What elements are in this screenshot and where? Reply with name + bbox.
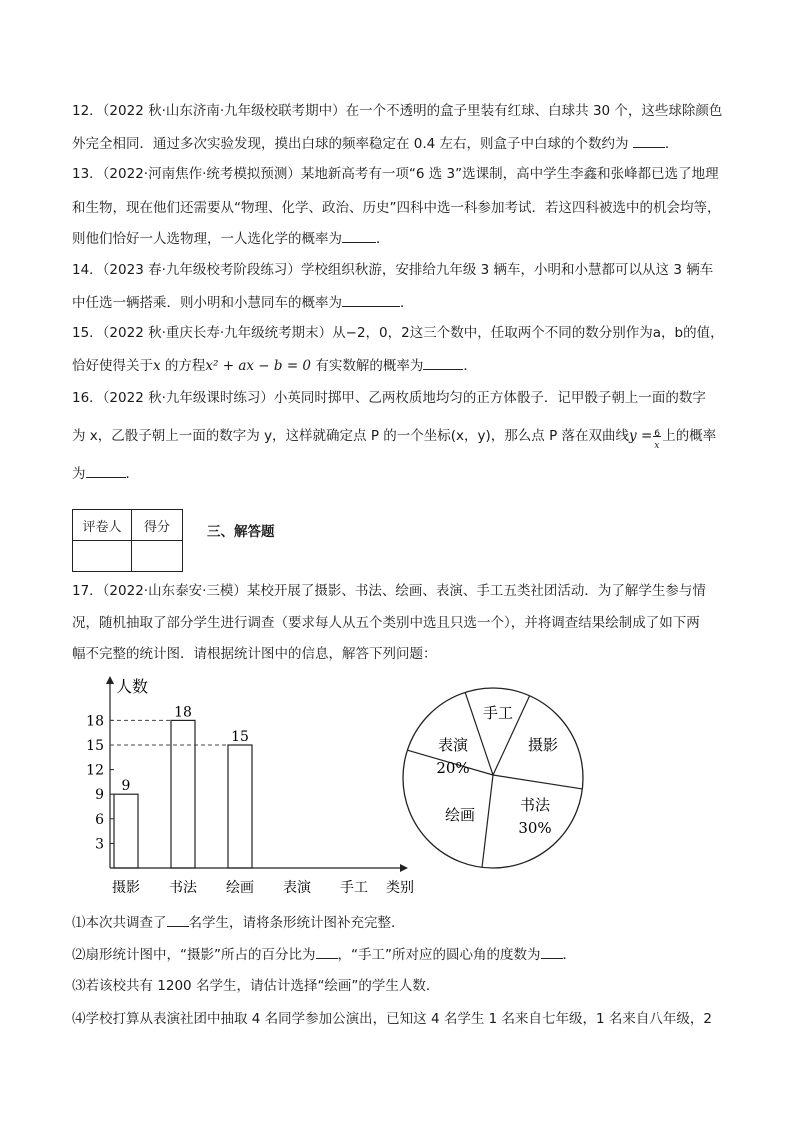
answer-blank (541, 944, 563, 959)
x-tick-label: 书法 (169, 880, 197, 896)
q16-line3-text: 为 (72, 466, 86, 482)
y-tick-label: 6 (95, 811, 104, 828)
y-axis-arrow (106, 676, 114, 684)
pie-label-手工: 手工 (482, 704, 514, 722)
q17-line1: 17．（2022·山东泰安·三模）某校开展了摄影、书法、绘画、表演、手工五类社团活动．为了解学生参与情 (72, 583, 706, 599)
pie-label-书法: 书法 (519, 796, 551, 814)
frac-numerator: 6 (654, 429, 660, 439)
q17-sub1a: ⑴本次共调查了 (72, 915, 167, 931)
answer-blank (316, 944, 338, 959)
q13-line1: 13．（2022·河南焦作·统考模拟预测）某地新高考有一项“6 选 3”选课制，高中学生李鑫和张峰都已选了地理 (72, 166, 719, 182)
x-tick-label: 摄影 (112, 880, 140, 896)
q15-line2 (72, 355, 477, 376)
bar-书法 (171, 720, 195, 868)
pie-label-表演: 表演 (437, 736, 469, 754)
q17-sub2b: ，“手工”所对应的圆心角的度数为 (337, 947, 541, 963)
q13-line2: 和生物，现在他们还需要从“物理、化学、政治、历史”四科中选一科参加考试．若这四科被选中的机会均等， (72, 200, 721, 216)
equation: x² + ax − b = 0 (205, 358, 312, 374)
q16-line2a: 为 x，乙骰子朝上一面的数字为 y，这样就确定点 P 的一个坐标(x，y)，那么点 P 落在双曲线 (72, 428, 630, 444)
var-x: x (153, 358, 161, 374)
q14-line1: 14．（2023 春·九年级校考阶段练习）学校组织秋游，安排给九年级 3 辆车，小明和小慧都可以从这 3 辆车 (72, 262, 714, 278)
q12-line2 (72, 133, 678, 154)
x-tick-label: 手工 (340, 880, 368, 896)
pie-slice-boundary (493, 775, 582, 789)
q15-line2a: 恰好使得关于 (72, 358, 153, 374)
period: ． (125, 466, 139, 482)
q16-line3 (72, 463, 139, 484)
bar-value-label: 15 (231, 729, 249, 745)
pie-slice-boundary (482, 775, 493, 867)
y-tick-label: 9 (95, 787, 104, 804)
section-title: 三、解答题 (207, 524, 275, 540)
answer-blank (86, 463, 126, 478)
q14-line2-text: 中任选一辆搭乘．则小明和小慧同车的概率为 (72, 295, 342, 311)
grader-table (72, 509, 183, 572)
answer-blank (342, 228, 376, 243)
frac-denominator: x (654, 441, 660, 451)
pie-label-摄影: 摄影 (527, 736, 559, 754)
q17-sub2a: ⑵扇形统计图中，“摄影”所占的百分比为 (72, 947, 316, 963)
q16-line2 (72, 426, 717, 451)
q12-line1: 12．（2022 秋·山东济南·九年级校联考期中）在一个不透明的盒子里装有红球、白球共 30 个，这些球除颜色 (72, 103, 723, 119)
pie-percent-表演: 20% (436, 759, 470, 777)
x-axis-label: 类别 (386, 880, 414, 896)
fraction-6-over-x (652, 426, 662, 451)
pie-chart (395, 680, 605, 880)
q15-line2c: 有实数解的概率为 (311, 358, 424, 374)
period: ． (400, 295, 414, 311)
period: ． (376, 231, 390, 247)
pie-label-绘画: 绘画 (444, 806, 476, 824)
answer-blank (342, 292, 400, 307)
grader-reviewer-cell (73, 541, 132, 572)
bar-摄影 (114, 794, 138, 868)
x-tick-label: 表演 (283, 880, 311, 896)
q17-sub4: ⑷学校打算从表演社团中抽取 4 名同学参加公演出，已知这 4 名学生 1 名来自七年级，1 名来自八年级，2 (72, 1011, 712, 1027)
bar-chart (68, 672, 428, 902)
q17-sub2c: ． (562, 947, 576, 963)
q17-sub1 (72, 912, 405, 933)
grader-col-reviewer: 评卷人 (73, 510, 132, 541)
bar-value-label: 18 (174, 704, 192, 721)
q17-sub1b: 名学生，请将条形统计图补充完整． (188, 915, 405, 931)
y-axis-label: 人数 (116, 677, 149, 696)
x-tick-label: 绘画 (226, 880, 254, 896)
bar-绘画 (228, 745, 252, 868)
answer-blank (633, 133, 665, 148)
pie-percent-书法: 30% (518, 819, 552, 837)
hyperbola-lhs: y = (629, 428, 653, 444)
period: ． (463, 358, 477, 374)
q14-line2 (72, 292, 414, 313)
y-tick-label: 18 (86, 713, 104, 730)
grader-score-cell (132, 541, 183, 572)
answer-blank (167, 912, 189, 927)
q17-sub3: ⑶若该校共有 1200 名学生，请估计选择“绘画”的学生人数． (72, 978, 440, 994)
period: ． (664, 136, 679, 152)
q16-line2b: 上的概率 (662, 428, 717, 444)
y-tick-label: 3 (95, 836, 104, 853)
y-tick-label: 15 (86, 738, 104, 754)
q13-line3-text: 则他们恰好一人选物理，一人选化学的概率为 (72, 231, 342, 247)
q16-line1: 16．（2022 秋·九年级课时练习）小英同时掷甲、乙两枚质地均匀的正方体骰子．记甲骰子朝上一面的数字 (72, 390, 706, 406)
q12-line2-text: 外完全相同．通过多次实验发现，摸出白球的频率稳定在 0.4 左右，则盒子中白球的个数约为 (72, 136, 629, 152)
q15-line1: 15．（2022 秋·重庆长寿·九年级统考期末）从−2，0，2这三个数中，任取两个不同的数分别作为a，b的值， (72, 325, 724, 341)
q17-line2: 况，随机抽取了部分学生进行调查（要求每人从五个类别中选且只选一个），并将调查结果绘制成了如下两 (72, 615, 700, 631)
q17-sub2 (72, 944, 576, 965)
q13-line3 (72, 228, 390, 249)
grader-col-score: 得分 (132, 510, 183, 541)
y-tick-label: 12 (86, 762, 104, 779)
q17-line3: 幅不完整的统计图．请根据统计图中的信息，解答下列问题： (72, 646, 437, 662)
bar-value-label: 9 (121, 778, 131, 795)
q15-line2b: 的方程 (160, 358, 206, 374)
answer-blank (423, 355, 463, 370)
